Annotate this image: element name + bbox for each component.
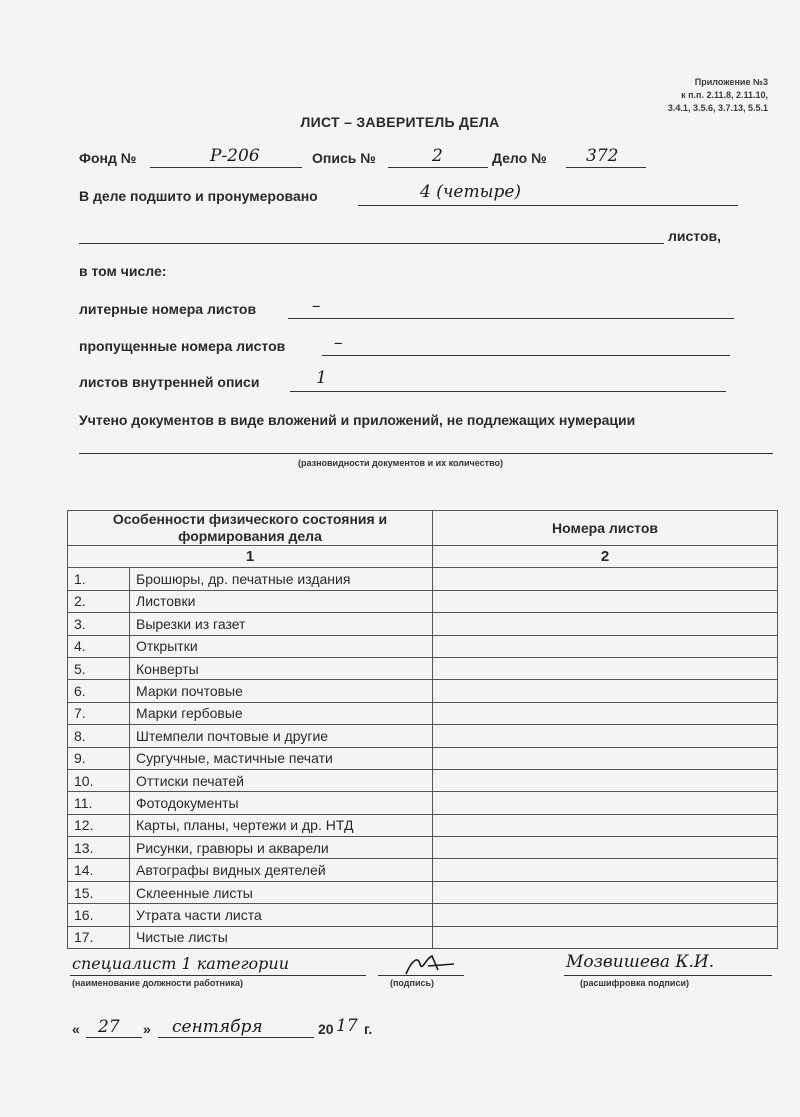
name-value: Мозвишева К.И. <box>566 952 715 972</box>
sewn-line <box>358 205 738 206</box>
date-year-suffix: 17 <box>336 1016 358 1036</box>
delo-value: 372 <box>586 146 619 166</box>
row-number: 5. <box>68 657 130 679</box>
row-feature-name: Автографы видных деятелей <box>130 859 433 881</box>
appendix-line-2: к п.п. 2.11.8, 2.11.10, <box>681 90 768 100</box>
letter-numbers-line <box>288 318 734 319</box>
table-row <box>68 769 778 791</box>
appendix-line-3: 3.4.1, 3.5.6, 3.7.13, 5.5.1 <box>667 103 768 113</box>
row-sheet-numbers <box>433 725 778 747</box>
row-number: 4. <box>68 635 130 657</box>
table-row <box>68 635 778 657</box>
row-number: 16. <box>68 904 130 926</box>
row-number: 11. <box>68 792 130 814</box>
row-number: 7. <box>68 702 130 724</box>
row-sheet-numbers <box>433 859 778 881</box>
row-sheet-numbers <box>433 657 778 679</box>
table-row <box>68 881 778 903</box>
sign-caption: (подпись) <box>390 978 435 988</box>
row-sheet-numbers <box>433 613 778 635</box>
row-feature-name: Листовки <box>130 590 433 612</box>
sewn-continuation-line <box>79 243 664 244</box>
table-row <box>68 837 778 859</box>
date-month-line <box>158 1037 314 1038</box>
internal-inventory-line <box>290 391 726 392</box>
row-sheet-numbers <box>433 837 778 859</box>
table-body <box>68 568 778 949</box>
row-sheet-numbers <box>433 769 778 791</box>
header-physical-state: Особенности физического состояния и формирования дела <box>68 511 433 546</box>
row-feature-name: Марки почтовые <box>130 680 433 702</box>
handwritten-signature <box>398 950 458 980</box>
row-number: 13. <box>68 837 130 859</box>
including-label: в том числе: <box>79 263 167 279</box>
table-row <box>68 568 778 590</box>
table-row <box>68 904 778 926</box>
row-feature-name: Утрата части листа <box>130 904 433 926</box>
row-sheet-numbers <box>433 635 778 657</box>
row-number: 14. <box>68 859 130 881</box>
table-header-row <box>68 511 778 546</box>
sewn-suffix: листов, <box>668 228 722 244</box>
table-row <box>68 747 778 769</box>
table-colnum-row <box>68 546 778 568</box>
row-number: 3. <box>68 613 130 635</box>
physical-state-table <box>67 510 778 949</box>
missing-numbers-label: пропущенные номера листов <box>79 338 286 354</box>
letter-numbers-value: – <box>312 296 321 316</box>
table-row <box>68 926 778 948</box>
row-feature-name: Сургучные, мастичные печати <box>130 747 433 769</box>
counted-docs-label: Учтено документов в виде вложений и приложений, не подлежащих нумерации <box>79 412 636 428</box>
table-row <box>68 590 778 612</box>
table-row <box>68 657 778 679</box>
row-feature-name: Фотодокументы <box>130 792 433 814</box>
row-number: 2. <box>68 590 130 612</box>
appendix-note <box>668 76 768 115</box>
name-line <box>564 975 772 976</box>
table-row <box>68 814 778 836</box>
position-value: специалист 1 категории <box>72 954 290 973</box>
row-sheet-numbers <box>433 926 778 948</box>
header-sheet-numbers: Номера листов <box>433 511 778 546</box>
delo-line <box>566 167 646 168</box>
position-caption: (наименование должности работника) <box>72 978 244 988</box>
position-line <box>70 975 366 976</box>
column-number-1: 1 <box>68 546 433 568</box>
row-feature-name: Штемпели почтовые и другие <box>130 725 433 747</box>
row-feature-name: Склеенные листы <box>130 881 433 903</box>
table-row <box>68 613 778 635</box>
table-row <box>68 859 778 881</box>
row-feature-name: Карты, планы, чертежи и др. НТД <box>130 814 433 836</box>
opis-line <box>388 167 488 168</box>
row-number: 9. <box>68 747 130 769</box>
date-year-prefix: 20 <box>318 1021 334 1037</box>
row-sheet-numbers <box>433 881 778 903</box>
internal-inventory-value: 1 <box>316 368 327 388</box>
row-feature-name: Брошюры, др. печатные издания <box>130 568 433 590</box>
date-month: сентября <box>172 1017 263 1037</box>
row-number: 8. <box>68 725 130 747</box>
row-feature-name: Конверты <box>130 657 433 679</box>
row-feature-name: Оттиски печатей <box>130 769 433 791</box>
fond-label: Фонд № <box>79 150 137 166</box>
date-day-line <box>86 1037 142 1038</box>
row-number: 1. <box>68 568 130 590</box>
counted-docs-line <box>79 453 773 454</box>
date-g: г. <box>364 1021 373 1037</box>
row-sheet-numbers <box>433 590 778 612</box>
sewn-label: В деле подшито и пронумеровано <box>79 188 318 204</box>
row-number: 6. <box>68 680 130 702</box>
row-number: 12. <box>68 814 130 836</box>
counted-docs-caption: (разновидности документов и их количество) <box>298 458 503 468</box>
row-feature-name: Рисунки, гравюры и акварели <box>130 837 433 859</box>
row-sheet-numbers <box>433 792 778 814</box>
table-row <box>68 702 778 724</box>
row-number: 10. <box>68 769 130 791</box>
row-sheet-numbers <box>433 904 778 926</box>
table-row <box>68 792 778 814</box>
letter-numbers-label: литерные номера листов <box>79 301 257 317</box>
missing-numbers-value: – <box>334 333 343 353</box>
name-caption: (расшифровка подписи) <box>580 978 689 988</box>
fond-value: Р-206 <box>210 146 260 166</box>
opis-label: Опись № <box>312 150 376 166</box>
row-feature-name: Вырезки из газет <box>130 613 433 635</box>
row-sheet-numbers <box>433 747 778 769</box>
appendix-line-1: Приложение №3 <box>694 77 768 87</box>
internal-inventory-label: листов внутренней описи <box>79 374 260 390</box>
row-sheet-numbers <box>433 680 778 702</box>
row-sheet-numbers <box>433 814 778 836</box>
table-row <box>68 725 778 747</box>
row-feature-name: Марки гербовые <box>130 702 433 724</box>
delo-label: Дело № <box>492 150 547 166</box>
page-title: ЛИСТ – ЗАВЕРИТЕЛЬ ДЕЛА <box>300 114 500 130</box>
date-open-quote: « <box>72 1021 80 1037</box>
row-sheet-numbers <box>433 568 778 590</box>
opis-value: 2 <box>432 146 443 166</box>
row-number: 17. <box>68 926 130 948</box>
fond-line <box>150 167 302 168</box>
sewn-value: 4 (четыре) <box>420 182 522 202</box>
missing-numbers-line <box>322 355 730 356</box>
row-number: 15. <box>68 881 130 903</box>
row-sheet-numbers <box>433 702 778 724</box>
date-close-quote: » <box>143 1021 151 1037</box>
row-feature-name: Открытки <box>130 635 433 657</box>
table-row <box>68 680 778 702</box>
row-feature-name: Чистые листы <box>130 926 433 948</box>
date-day: 27 <box>98 1017 120 1037</box>
column-number-2: 2 <box>433 546 778 568</box>
